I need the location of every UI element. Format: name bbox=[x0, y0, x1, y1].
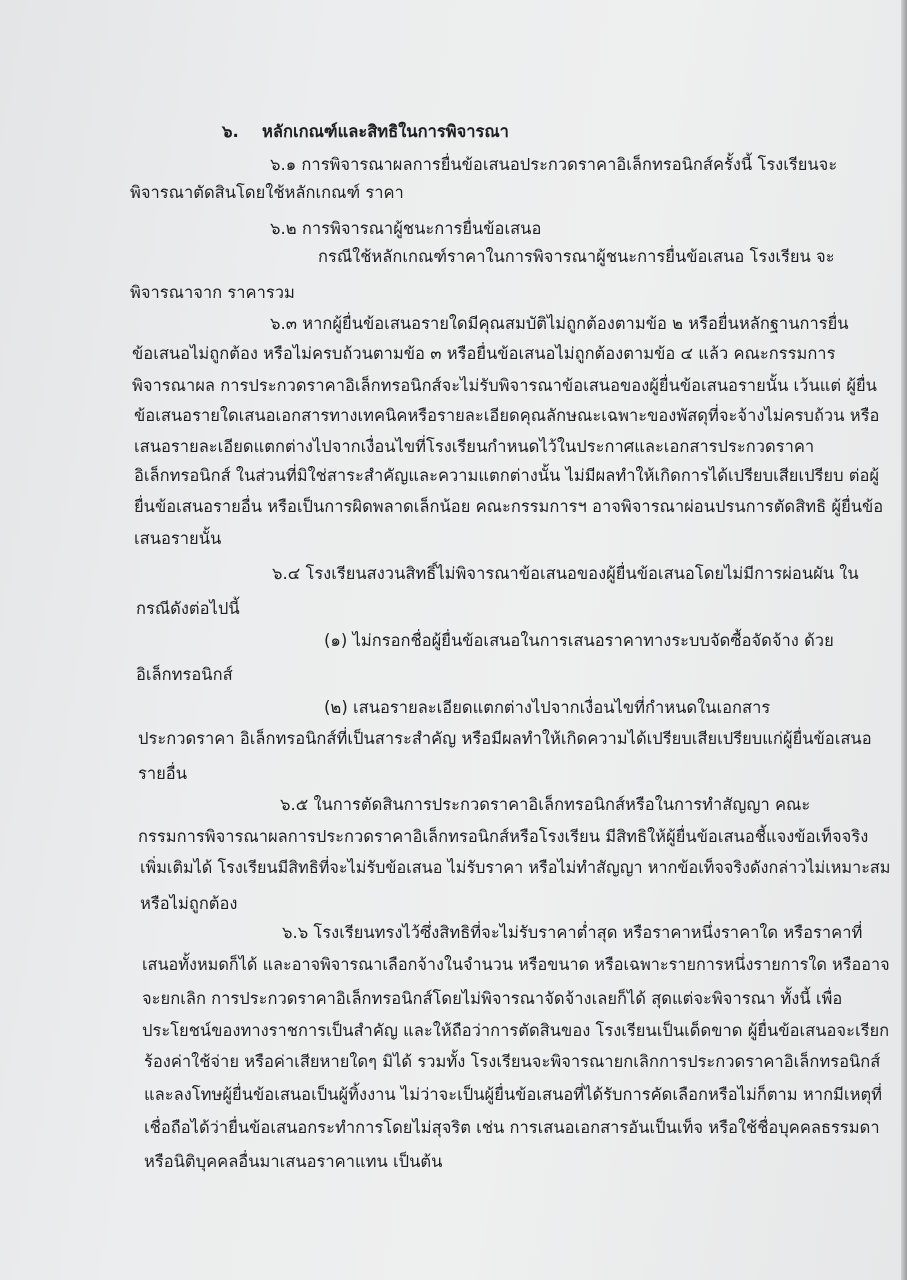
paragraph-line: อิเล็กทรอนิกส์ ในส่วนที่มิใช่สาระสำคัญและความแตกต่างนั้น ไม่มีผลทำให้เกิดการได้เปรียบเสียเปรียบ ต่อผู้ bbox=[134, 466, 880, 485]
paragraph-line: (๑) ไม่กรอกชื่อผู้ยื่นข้อเสนอในการเสนอราคาทางระบบจัดซื้อจัดจ้าง ด้วย bbox=[324, 631, 834, 650]
paragraph-line: ประโยชน์ของทางราชการเป็นสำคัญ และให้ถือว่าการตัดสินของ โรงเรียนเป็นเด็ดขาด ผู้ยื่นข้อเสนอจะเรียก bbox=[142, 1021, 890, 1040]
paragraph-line: เพิ่มเติมได้ โรงเรียนมีสิทธิที่จะไม่รับข้อเสนอ ไม่รับราคา หรือไม่ทำสัญญา หากข้อเท็จจริงดังกล่าวไม่เหมาะสม bbox=[140, 858, 891, 877]
paragraph-line: หรือนิติบุคคลอื่นมาเสนอราคาแทน เป็นต้น bbox=[144, 1152, 443, 1171]
paragraph-line: ๖.๕ ในการตัดสินการประกวดราคาอิเล็กทรอนิกส์หรือในการทำสัญญา คณะ bbox=[280, 795, 811, 814]
paragraph-line: ข้อเสนอรายใดเสนอเอกสารทางเทคนิคหรือรายละเอียดคุณลักษณะเฉพาะของพัสดุที่จะจ้างไม่ครบถ้วน หรือ bbox=[134, 406, 880, 425]
paragraph-line: ข้อเสนอไม่ถูกต้อง หรือไม่ครบถ้วนตามข้อ ๓ หรือยื่นข้อเสนอไม่ถูกต้องตามข้อ ๔ แล้ว คณะกรรมการ bbox=[132, 344, 836, 363]
paragraph-line: ๖.๓ หากผู้ยื่นข้อเสนอรายใดมีคุณสมบัติไม่ถูกต้องตามข้อ ๒ หรือยื่นหลักฐานการยื่น bbox=[270, 314, 849, 333]
paragraph-line: พิจารณาผล การประกวดราคาอิเล็กทรอนิกส์จะไม่รับพิจารณาข้อเสนอของผู้ยื่นข้อเสนอรายนั้น เว้นแต่ ผู้ยื่น bbox=[132, 376, 877, 395]
paragraph-line: พิจารณาจาก ราคารวม bbox=[130, 283, 295, 302]
paragraph-line: กรณีดังต่อไปนี้ bbox=[136, 599, 240, 618]
paragraph-line: ๖.๔ โรงเรียนสงวนสิทธิ์ไม่พิจารณาข้อเสนอของผู้ยื่นข้อเสนอโดยไม่มีการผ่อนผัน ใน bbox=[272, 564, 859, 583]
paragraph-line: พิจารณาตัดสินโดยใช้หลักเกณฑ์ ราคา bbox=[130, 183, 404, 202]
paragraph-line: เสนอรายนั้น bbox=[134, 529, 222, 548]
paragraph-line: เชื่อถือได้ว่ายื่นข้อเสนอกระทำการโดยไม่สุจริต เช่น การเสนอเอกสารอันเป็นเท็จ หรือใช้ชื่อบุคคลธรรมดา bbox=[144, 1118, 880, 1137]
paragraph-line: กรรมการพิจารณาผลการประกวดราคาอิเล็กทรอนิกส์หรือโรงเรียน มีสิทธิให้ผู้ยื่นข้อเสนอชี้แจงข้อเท็จจริง bbox=[138, 827, 869, 846]
paragraph-line: และลงโทษผู้ยื่นข้อเสนอเป็นผู้ทิ้งงาน ไม่ว่าจะเป็นผู้ยื่นข้อเสนอที่ได้รับการคัดเลือกหรือไม่ก็ตาม หากมีเหตุที่ bbox=[144, 1085, 883, 1104]
paragraph-line: กรณีใช้หลักเกณฑ์ราคาในการพิจารณาผู้ชนะการยื่นข้อเสนอ โรงเรียน จะ bbox=[318, 247, 835, 266]
section-title: หลักเกณฑ์และสิทธิในการพิจารณา bbox=[262, 122, 509, 141]
paragraph-line: (๒) เสนอรายละเอียดแตกต่างไปจากเงื่อนไขที่กำหนดในเอกสาร bbox=[324, 698, 771, 717]
paragraph-line: เสนอรายละเอียดแตกต่างไปจากเงื่อนไขที่โรงเรียนกำหนดไว้ในประกาศและเอกสารประกวดราคา bbox=[134, 437, 815, 456]
paragraph-line: จะยกเลิก การประกวดราคาอิเล็กทรอนิกส์โดยไม่พิจารณาจัดจ้างเลยก็ได้ สุดแต่จะพิจารณา ทั้งนี้ เพื่อ bbox=[142, 989, 843, 1008]
paragraph-line: เสนอทั้งหมดก็ได้ และอาจพิจารณาเลือกจ้างในจำนวน หรือขนาด หรือเฉพาะรายการหนึ่งรายการใด หรืออาจ bbox=[142, 955, 890, 974]
paragraph-line: หรือไม่ถูกต้อง bbox=[140, 894, 238, 913]
paragraph-line: รายอื่น bbox=[138, 764, 187, 783]
paragraph-line: ร้องค่าใช้จ่าย หรือค่าเสียหายใดๆ มิได้ รวมทั้ง โรงเรียนจะพิจารณายกเลิกการประกวดราคาอิเล็กทรอนิกส์ bbox=[144, 1052, 881, 1071]
paragraph-line: ยื่นข้อเสนอรายอื่น หรือเป็นการผิดพลาดเล็กน้อย คณะกรรมการฯ อาจพิจารณาผ่อนปรนการตัดสิทธิ ผู้ยื่นข้อ bbox=[134, 497, 884, 516]
paragraph-line: ๖.๒ การพิจารณาผู้ชนะการยื่นข้อเสนอ bbox=[270, 219, 542, 238]
section-number: ๖. bbox=[222, 122, 239, 141]
paragraph-line: ๖.๖ โรงเรียนทรงไว้ซึ่งสิทธิที่จะไม่รับราคาต่ำสุด หรือราคาหนึ่งราคาใด หรือราคาที่ bbox=[282, 923, 863, 942]
page-edge-shadow bbox=[901, 0, 907, 1280]
paragraph-line: ๖.๑ การพิจารณาผลการยื่นข้อเสนอประกวดราคาอิเล็กทรอนิกส์ครั้งนี้ โรงเรียนจะ bbox=[270, 155, 838, 174]
paragraph-line: ประกวดราคา อิเล็กทรอนิกส์ที่เป็นสาระสำคัญ หรือมีผลทำให้เกิดความได้เปรียบเสียเปรียบแก่ผู้ยื่นข้อเสนอ bbox=[138, 729, 872, 748]
paragraph-line: อิเล็กทรอนิกส์ bbox=[136, 665, 233, 684]
